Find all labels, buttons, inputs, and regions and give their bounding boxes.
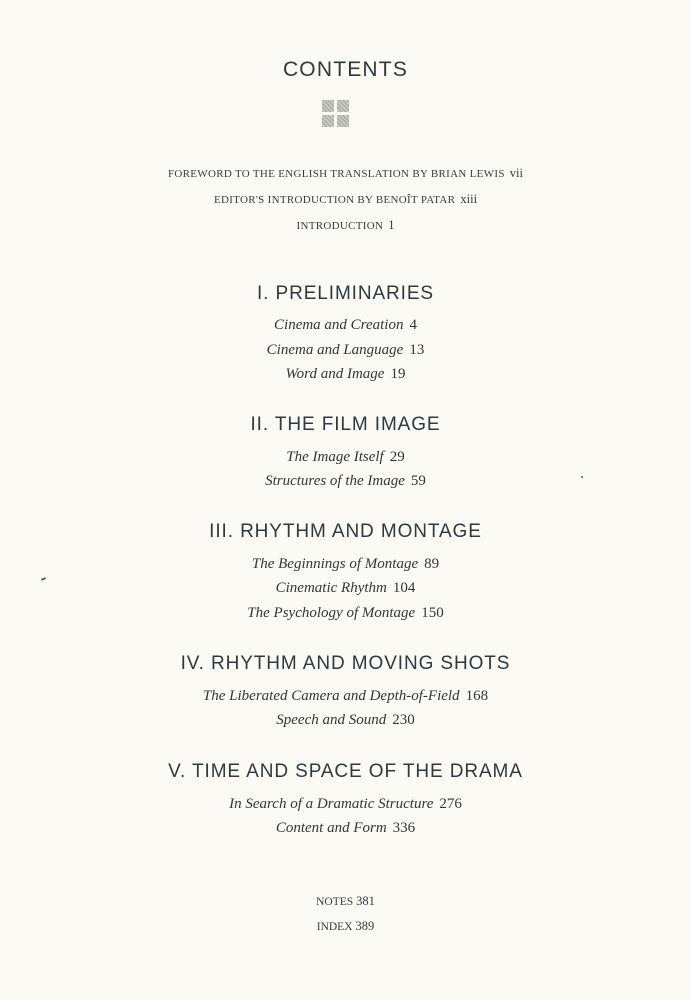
entry-page: 1 [388,218,395,232]
chapter-page: 104 [392,580,416,596]
chapter-page: 168 [465,688,489,704]
chapter-title: Cinema and Language [266,342,404,358]
chapter-title: The Liberated Camera and Depth-of-Field [202,688,460,704]
chapter-entry [0,366,691,383]
chapter-entry [0,580,691,597]
chapter-title: In Search of a Dramatic Structure [229,796,434,812]
chapter-entry [0,556,691,573]
entry-label: FOREWORD TO THE ENGLISH TRANSLATION BY BRIAN LEWIS [167,168,505,180]
chapter-page: 336 [392,820,416,836]
chapter-title: Cinematic Rhythm [275,580,387,596]
chapter-entry [0,796,691,813]
scan-speck [581,476,583,478]
part-heading: IV. RHYTHM AND MOVING SHOTS [180,653,511,674]
chapter-entry [0,473,691,490]
chapter-entry [0,449,691,466]
entry-page: vii [509,166,523,180]
back-matter-entry [0,919,691,934]
entry-page: 389 [355,919,375,933]
entry-label: INDEX [316,921,353,933]
chapter-page: 276 [439,796,462,812]
entry-page: 381 [356,894,375,908]
part-heading: III. RHYTHM AND MONTAGE [209,521,482,542]
chapter-title: The Image Itself [286,449,384,465]
back-matter-entry [0,894,691,909]
chapter-page: 150 [421,605,444,621]
chapter-entry [0,605,691,622]
chapter-title: The Psychology of Montage [247,605,416,621]
chapter-page: 59 [410,473,426,489]
front-matter-entry [0,166,691,181]
chapter-page: 89 [424,556,440,572]
ornament-icon [322,100,350,128]
chapter-title: Word and Image [285,366,385,382]
chapter-entry [0,342,691,359]
chapter-entry [0,712,691,729]
chapter-entry [0,317,691,334]
entry-page: xiii [460,192,478,206]
chapter-page: 19 [390,366,406,382]
chapter-page: 4 [409,317,417,333]
chapter-title: Speech and Sound [276,712,387,728]
front-matter-entry [0,218,691,233]
part-heading: II. THE FILM IMAGE [250,414,441,435]
front-matter-entry [0,192,691,207]
chapter-page: 29 [389,449,405,465]
chapter-entry [0,820,691,837]
chapter-title: Structures of the Image [265,473,405,489]
chapter-title: Cinema and Creation [274,317,404,333]
part-heading: I. PRELIMINARIES [257,283,434,304]
chapter-page: 13 [409,342,425,358]
chapter-entry [0,688,691,705]
chapter-title: The Beginnings of Montage [251,556,419,572]
entry-label: INTRODUCTION [296,220,384,232]
entry-label: EDITOR'S INTRODUCTION BY BENOÎT PATAR [213,194,456,206]
page-title: CONTENTS [282,58,409,81]
chapter-title: Content and Form [275,820,387,836]
entry-label: NOTES [316,896,354,908]
part-heading: V. TIME AND SPACE OF THE DRAMA [168,761,523,782]
chapter-page: 230 [392,712,415,728]
